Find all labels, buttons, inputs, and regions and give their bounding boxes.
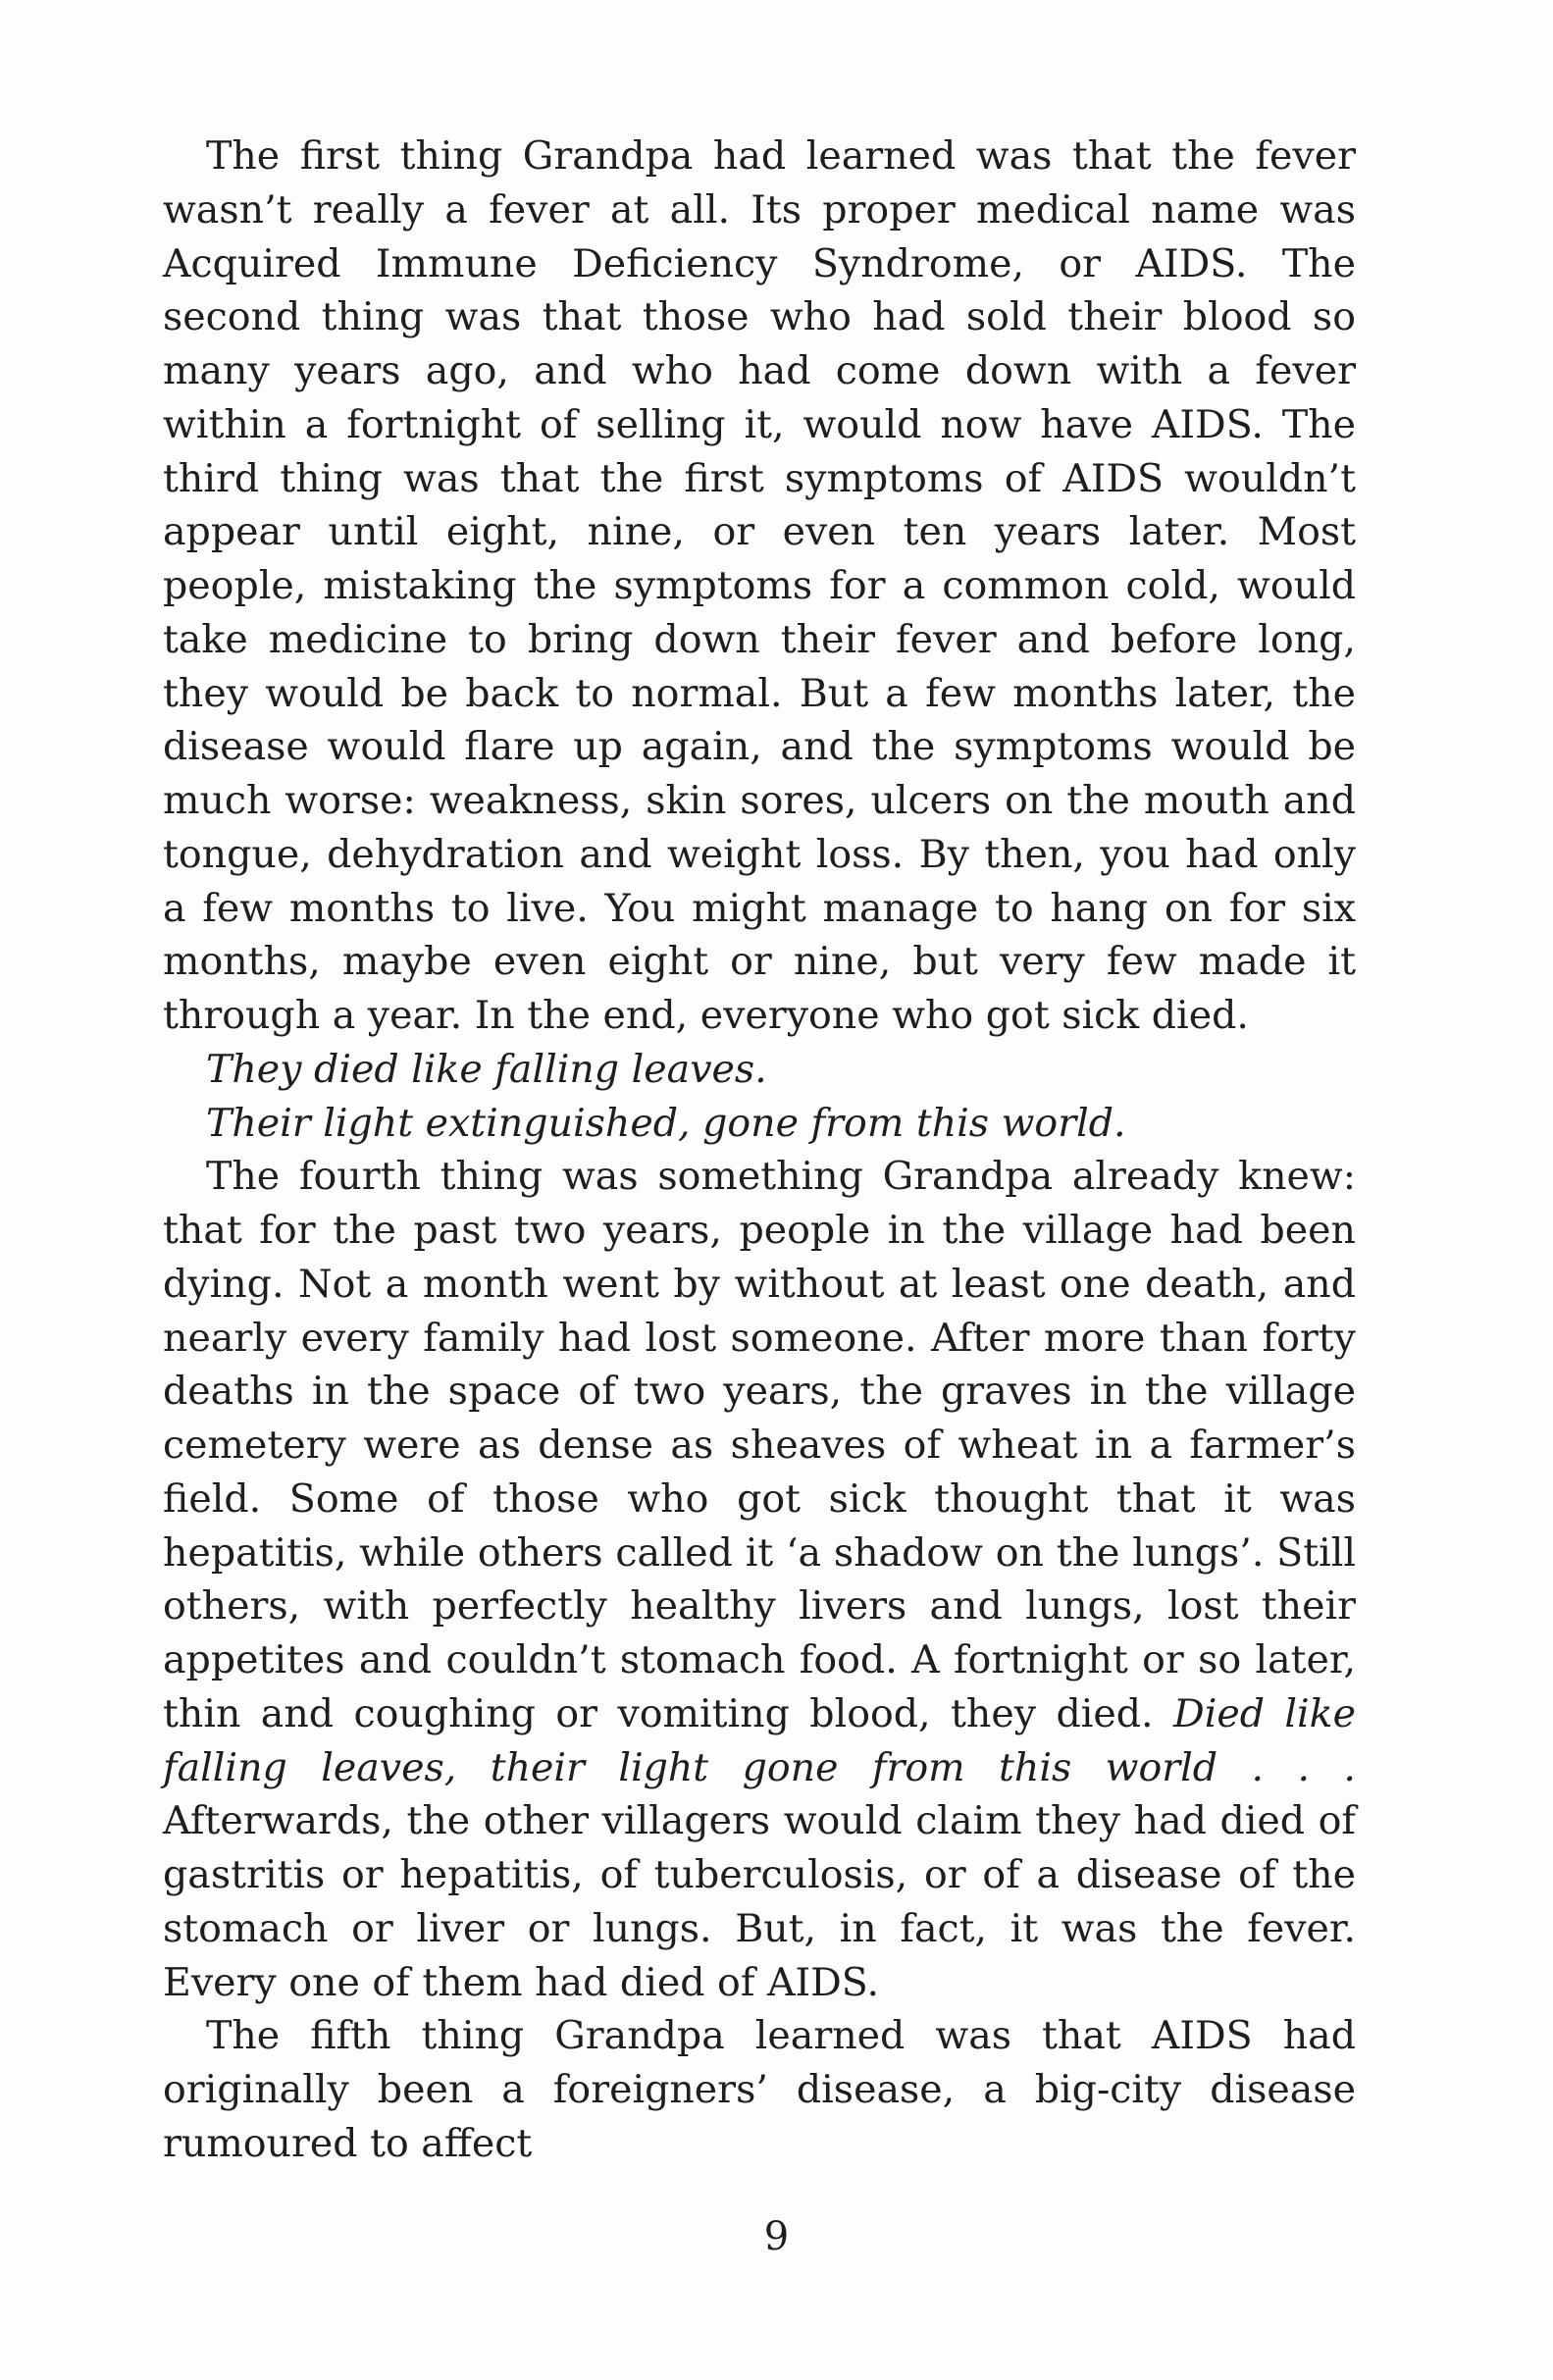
paragraph-fourth-thing-start: The fourth thing was something Grandpa already knew: that for the past two years, people in the village had been dying. Not a month went by without at least one death, and nearly every family had lost someone. After more than forty deaths in the space of two years, the graves in the village cemetery were as dense as sheaves of wheat in a farmer’s field. Some of those who got sick thought that it was hepatitis, while others called it ‘a shadow on the lungs’. Still others, with perfectly healthy livers and lungs, lost their appetites and couldn’t stomach food. A fortnight or so later, thin and coughing or vomiting blood, they died. bbox=[163, 1154, 1356, 1736]
paragraph-fourth-thing bbox=[163, 1150, 1356, 2009]
page-number: 9 bbox=[763, 2214, 790, 2259]
verse-line-1: They died like falling leaves. bbox=[206, 1046, 767, 1092]
paragraph-fifth-thing: The fifth thing Grandpa learned was that AIDS had originally been a foreigners’ disease, a big-city disease rumoured to affect bbox=[163, 2013, 1356, 2166]
verse-line-2: Their light extinguished, gone from this world. bbox=[206, 1100, 1126, 1146]
paragraph-fourth-thing-end: Afterwards, the other villagers would claim they had died of gastritis or hepatitis, of tuberculosis, or of a disease of the stomach or liver or lungs. But, in fact, it was the fever. Every one of them had died of AIDS. bbox=[163, 1798, 1356, 2005]
paragraph-first-thing: The first thing Grandpa had learned was that the fever wasn’t really a fever at all. Its proper medical name was Acquired Immune Deficiency Syndrome, or AIDS. The second thing was that those who had sold their blood so many years ago, and who had come down with a fever within a fortnight of selling it, would now have AIDS. The third thing was that the first symptoms of AIDS wouldn’t appear until eight, nine, or even ten years later. Most people, mistaking the symptoms for a common cold, would take medicine to bring down their fever and before long, they would be back to normal. But a few months later, the disease would flare up again, and the symptoms would be much worse: weakness, skin sores, ulcers on the mouth and tongue, dehydration and weight loss. By then, you had only a few months to live. You might manage to hang on for six months, maybe even eight or nine, but very few made it through a year. In the end, everyone who got sick died. bbox=[163, 133, 1356, 1038]
italic-refrain: Died like falling leaves, their light gone from this world . . . bbox=[163, 1690, 1356, 1790]
body-text bbox=[163, 129, 1356, 2171]
